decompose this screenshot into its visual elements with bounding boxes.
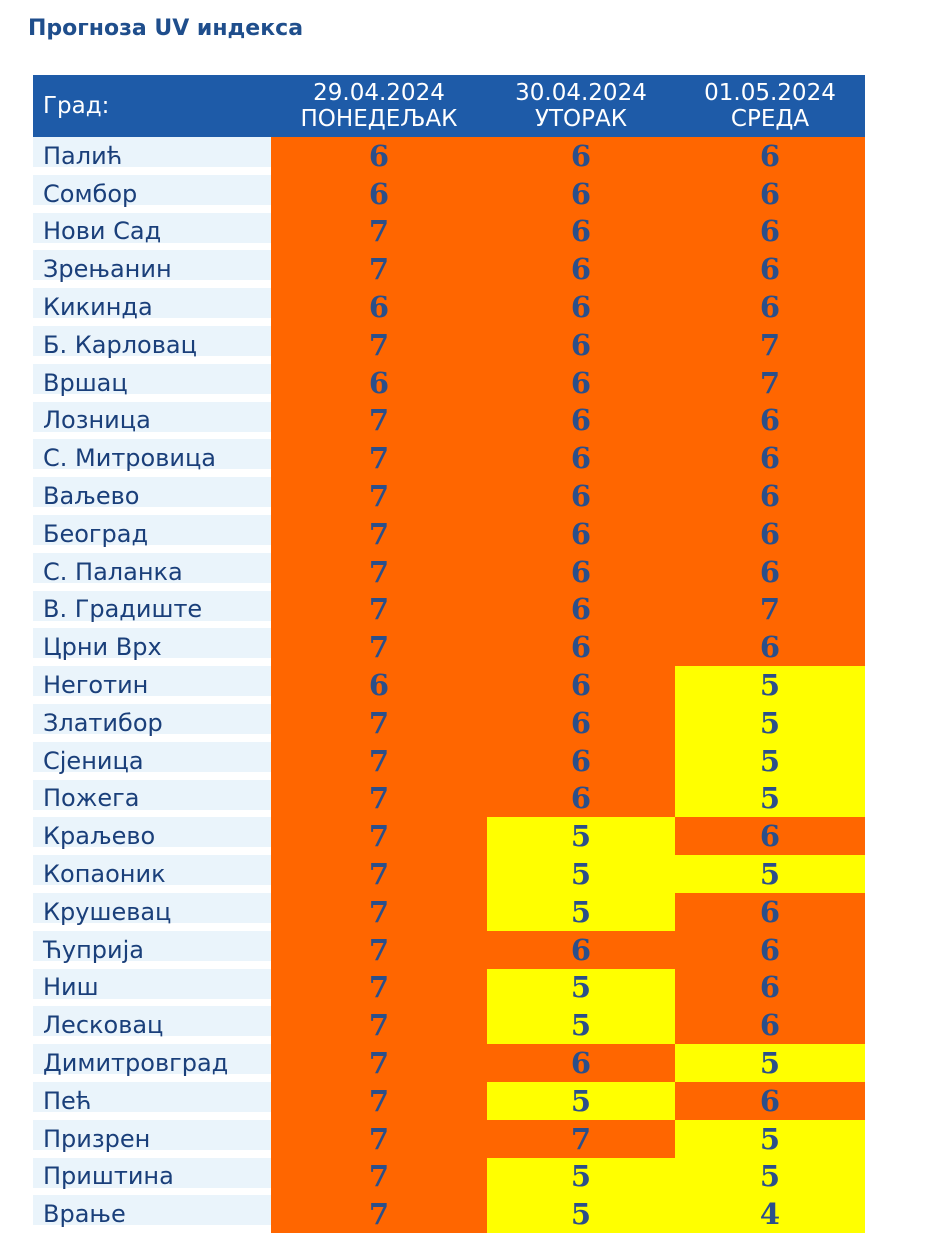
table-row <box>33 628 865 666</box>
uv-index-cell: 7 <box>271 1044 487 1082</box>
uv-index-cell: 5 <box>675 666 865 704</box>
city-name: Димитровград <box>33 1044 271 1082</box>
uv-index-cell: 6 <box>487 628 675 666</box>
table-row <box>33 515 865 553</box>
uv-index-cell: 7 <box>271 1158 487 1196</box>
city-name: В. Градиште <box>33 591 271 629</box>
uv-index-cell: 6 <box>675 213 865 251</box>
uv-index-cell: 6 <box>487 553 675 591</box>
uv-index-cell: 7 <box>675 591 865 629</box>
uv-index-cell: 6 <box>675 893 865 931</box>
city-name: Крушевац <box>33 893 271 931</box>
uv-index-cell: 6 <box>675 477 865 515</box>
uv-index-cell: 7 <box>271 1195 487 1233</box>
city-name: Копаоник <box>33 855 271 893</box>
city-name: Б. Карловац <box>33 326 271 364</box>
city-name: Нови Сад <box>33 213 271 251</box>
uv-index-cell: 7 <box>271 402 487 440</box>
uv-index-cell: 7 <box>271 817 487 855</box>
uv-index-cell: 7 <box>487 1120 675 1158</box>
day-weekday: УТОРАК <box>534 106 628 132</box>
city-name: Краљево <box>33 817 271 855</box>
uv-index-cell: 4 <box>675 1195 865 1233</box>
table-row <box>33 175 865 213</box>
uv-index-cell: 5 <box>675 855 865 893</box>
uv-index-cell: 6 <box>487 175 675 213</box>
table-row <box>33 1158 865 1196</box>
city-name: Златибор <box>33 704 271 742</box>
city-name: С. Паланка <box>33 553 271 591</box>
table-row <box>33 742 865 780</box>
uv-index-cell: 6 <box>675 402 865 440</box>
city-name: Вршац <box>33 364 271 402</box>
uv-index-cell: 5 <box>675 1120 865 1158</box>
uv-index-cell: 6 <box>487 364 675 402</box>
uv-index-cell: 6 <box>487 439 675 477</box>
city-name: Лесковац <box>33 1006 271 1044</box>
uv-index-cell: 6 <box>487 326 675 364</box>
day-column-header <box>675 75 865 137</box>
day-column-header <box>271 75 487 137</box>
table-row <box>33 213 865 251</box>
uv-index-cell: 6 <box>271 175 487 213</box>
city-name: Сјеница <box>33 742 271 780</box>
city-name: Пожега <box>33 780 271 818</box>
city-name: С. Митровица <box>33 439 271 477</box>
city-name: Ваљево <box>33 477 271 515</box>
uv-index-cell: 6 <box>675 515 865 553</box>
uv-index-cell: 6 <box>487 477 675 515</box>
uv-index-cell: 6 <box>487 1044 675 1082</box>
uv-index-cell: 7 <box>271 250 487 288</box>
uv-index-cell: 6 <box>675 553 865 591</box>
uv-index-cell: 7 <box>271 1120 487 1158</box>
table-row <box>33 893 865 931</box>
uv-index-cell: 7 <box>271 1006 487 1044</box>
uv-index-cell: 5 <box>487 893 675 931</box>
table-row <box>33 553 865 591</box>
uv-index-cell: 5 <box>675 1158 865 1196</box>
uv-index-cell: 5 <box>487 1082 675 1120</box>
uv-index-cell: 7 <box>271 742 487 780</box>
uv-index-cell: 7 <box>271 704 487 742</box>
table-row <box>33 1120 865 1158</box>
table-row <box>33 780 865 818</box>
table-row <box>33 969 865 1007</box>
page-title: Прогноза UV индекса <box>28 16 304 41</box>
uv-index-cell: 6 <box>271 137 487 175</box>
day-date: 29.04.2024 <box>313 80 445 106</box>
city-name: Кикинда <box>33 288 271 326</box>
uv-index-cell: 6 <box>271 666 487 704</box>
uv-index-cell: 7 <box>271 515 487 553</box>
uv-index-cell: 6 <box>487 591 675 629</box>
uv-index-cell: 7 <box>271 931 487 969</box>
uv-index-cell: 5 <box>675 704 865 742</box>
table-row <box>33 666 865 704</box>
uv-index-cell: 6 <box>675 969 865 1007</box>
city-name: Ћуприја <box>33 931 271 969</box>
uv-index-cell: 6 <box>675 931 865 969</box>
table-row <box>33 364 865 402</box>
table-row <box>33 855 865 893</box>
uv-index-cell: 6 <box>487 666 675 704</box>
uv-index-cell: 6 <box>487 742 675 780</box>
table-row <box>33 1006 865 1044</box>
table-row <box>33 931 865 969</box>
uv-index-cell: 6 <box>487 137 675 175</box>
uv-index-cell: 6 <box>675 137 865 175</box>
uv-index-cell: 6 <box>675 175 865 213</box>
uv-index-cell: 7 <box>675 326 865 364</box>
uv-forecast-table <box>33 75 865 1233</box>
city-name: Црни Врх <box>33 628 271 666</box>
table-row <box>33 817 865 855</box>
table-row <box>33 137 865 175</box>
day-weekday: СРЕДА <box>730 106 810 132</box>
uv-index-cell: 5 <box>487 1006 675 1044</box>
uv-index-cell: 7 <box>271 213 487 251</box>
uv-index-cell: 6 <box>487 288 675 326</box>
uv-index-cell: 7 <box>271 780 487 818</box>
uv-index-cell: 5 <box>675 780 865 818</box>
uv-index-cell: 5 <box>675 742 865 780</box>
uv-index-cell: 6 <box>675 439 865 477</box>
uv-index-cell: 7 <box>271 893 487 931</box>
city-name: Лозница <box>33 402 271 440</box>
uv-index-cell: 7 <box>271 628 487 666</box>
uv-index-cell: 5 <box>487 969 675 1007</box>
table-row <box>33 288 865 326</box>
uv-index-cell: 6 <box>675 817 865 855</box>
city-name: Врање <box>33 1195 271 1233</box>
uv-index-cell: 6 <box>487 515 675 553</box>
uv-index-cell: 7 <box>271 855 487 893</box>
table-row <box>33 402 865 440</box>
uv-index-cell: 6 <box>675 1006 865 1044</box>
uv-index-cell: 7 <box>271 477 487 515</box>
table-row <box>33 704 865 742</box>
uv-index-cell: 7 <box>271 969 487 1007</box>
uv-index-cell: 6 <box>487 931 675 969</box>
uv-index-cell: 7 <box>675 364 865 402</box>
table-row <box>33 1082 865 1120</box>
uv-index-cell: 6 <box>487 780 675 818</box>
uv-index-cell: 7 <box>271 326 487 364</box>
uv-index-cell: 7 <box>271 1082 487 1120</box>
uv-index-cell: 7 <box>271 439 487 477</box>
city-name: Пећ <box>33 1082 271 1120</box>
uv-index-cell: 6 <box>675 1082 865 1120</box>
uv-index-cell: 7 <box>271 553 487 591</box>
uv-index-cell: 6 <box>487 402 675 440</box>
city-column-header: Град: <box>33 75 271 137</box>
uv-index-cell: 5 <box>487 1195 675 1233</box>
table-row <box>33 439 865 477</box>
city-name: Неготин <box>33 666 271 704</box>
city-name: Београд <box>33 515 271 553</box>
day-date: 01.05.2024 <box>704 80 836 106</box>
city-name: Приштина <box>33 1158 271 1196</box>
table-row <box>33 326 865 364</box>
uv-index-cell: 5 <box>487 855 675 893</box>
uv-index-cell: 6 <box>271 288 487 326</box>
uv-index-cell: 6 <box>675 628 865 666</box>
table-row <box>33 1044 865 1082</box>
day-date: 30.04.2024 <box>515 80 647 106</box>
uv-index-cell: 5 <box>487 1158 675 1196</box>
uv-index-cell: 6 <box>675 250 865 288</box>
table-row <box>33 250 865 288</box>
city-name: Сомбор <box>33 175 271 213</box>
uv-index-cell: 5 <box>487 817 675 855</box>
day-column-header <box>487 75 675 137</box>
uv-index-cell: 6 <box>271 364 487 402</box>
table-body <box>33 137 865 1233</box>
city-name: Ниш <box>33 969 271 1007</box>
uv-index-cell: 6 <box>675 288 865 326</box>
uv-index-cell: 7 <box>271 591 487 629</box>
table-header-row <box>33 75 865 137</box>
uv-index-cell: 6 <box>487 213 675 251</box>
uv-index-cell: 6 <box>487 704 675 742</box>
city-name: Призрен <box>33 1120 271 1158</box>
city-name: Палић <box>33 137 271 175</box>
table-row <box>33 591 865 629</box>
table-row <box>33 1195 865 1233</box>
city-name: Зрењанин <box>33 250 271 288</box>
table-row <box>33 477 865 515</box>
uv-index-cell: 6 <box>487 250 675 288</box>
uv-index-cell: 5 <box>675 1044 865 1082</box>
day-weekday: ПОНЕДЕЉАК <box>300 106 458 132</box>
